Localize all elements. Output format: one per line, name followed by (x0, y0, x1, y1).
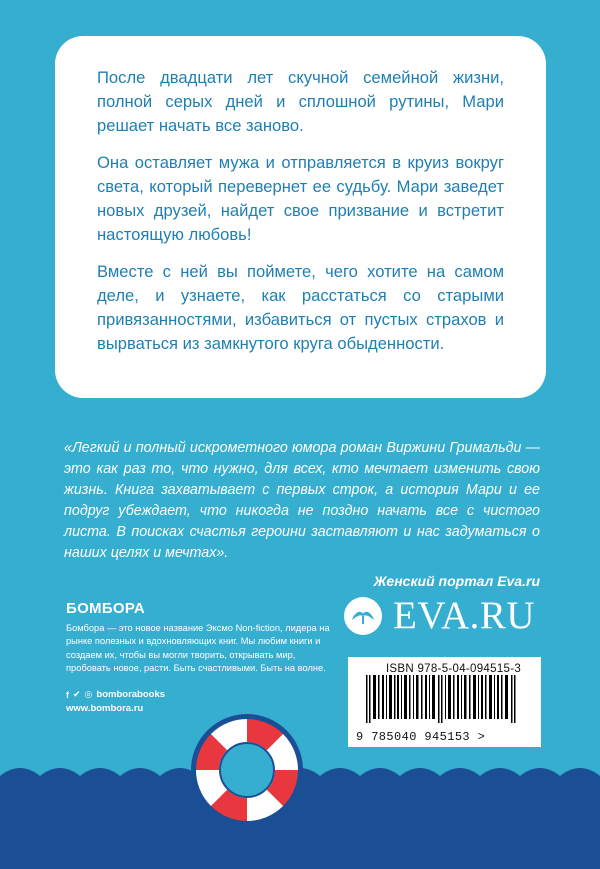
eva-logo (343, 593, 535, 638)
facebook-icon: f (66, 689, 69, 700)
publisher-logo: БОМБОРА (66, 600, 146, 617)
quote-source: Женский портал Eva.ru (373, 573, 540, 589)
website-link: www.bombora.ru (66, 703, 144, 714)
review-quote: «Легкий и полный искрометного юмора роман Виржини Гримальди — это как раз то, что нужно, для всех, кто мечтает изменить свою жизнь. Книга захватывает с первых строк, а история Мари и ее подруг убеждает, что никогда не поздно начать все с чистого листа. В поисках счастья героини заставляют и нас задуматься о наших целях и мечтах». (64, 440, 540, 561)
social-links (66, 689, 165, 700)
vk-icon: ✔ (73, 689, 81, 699)
instagram-icon: ◎ (84, 689, 93, 699)
isbn: ISBN 978-5-04-094515-3 (385, 663, 522, 675)
publisher-description: Бомбора — это новое название Эксмо Non-fiction, лидера на рынке полезных и вдохновляющих книг. Мы любим книги и создаем их, чтобы вы могли творить, открывать мир, пробовать новое, расти. Быть счастливыми. Быть на волне. (66, 623, 330, 673)
description-paragraph-3: Вместе с ней вы поймете, чего хотите на самом деле, и узнаете, как расстаться со старыми привязанностями, избавиться от пустых страхов и вырваться из замкнутого круга обыденности. (97, 262, 504, 353)
barcode-bars (356, 675, 533, 723)
lifebuoy-icon (186, 709, 308, 831)
eva-logo-text: EVA.RU (393, 594, 536, 637)
social-handle: bomborabooks (96, 689, 166, 700)
barcode (348, 657, 541, 747)
eva-leaf-icon (343, 596, 383, 636)
description-paragraph-2: Она оставляет мужа и отправляется в круиз вокруг света, который перевернет ее судьбу. Мари заведет новых друзей, найдет свое призвание и встретит настоящую любовь! (97, 153, 504, 244)
description-card (55, 36, 546, 398)
description-paragraph-1: После двадцати лет скучной семейной жизни, полной серых дней и сплошной рутины, Мари решает начать все заново. (97, 68, 504, 135)
barcode-digits: 9 785040 945153 > (356, 730, 486, 744)
